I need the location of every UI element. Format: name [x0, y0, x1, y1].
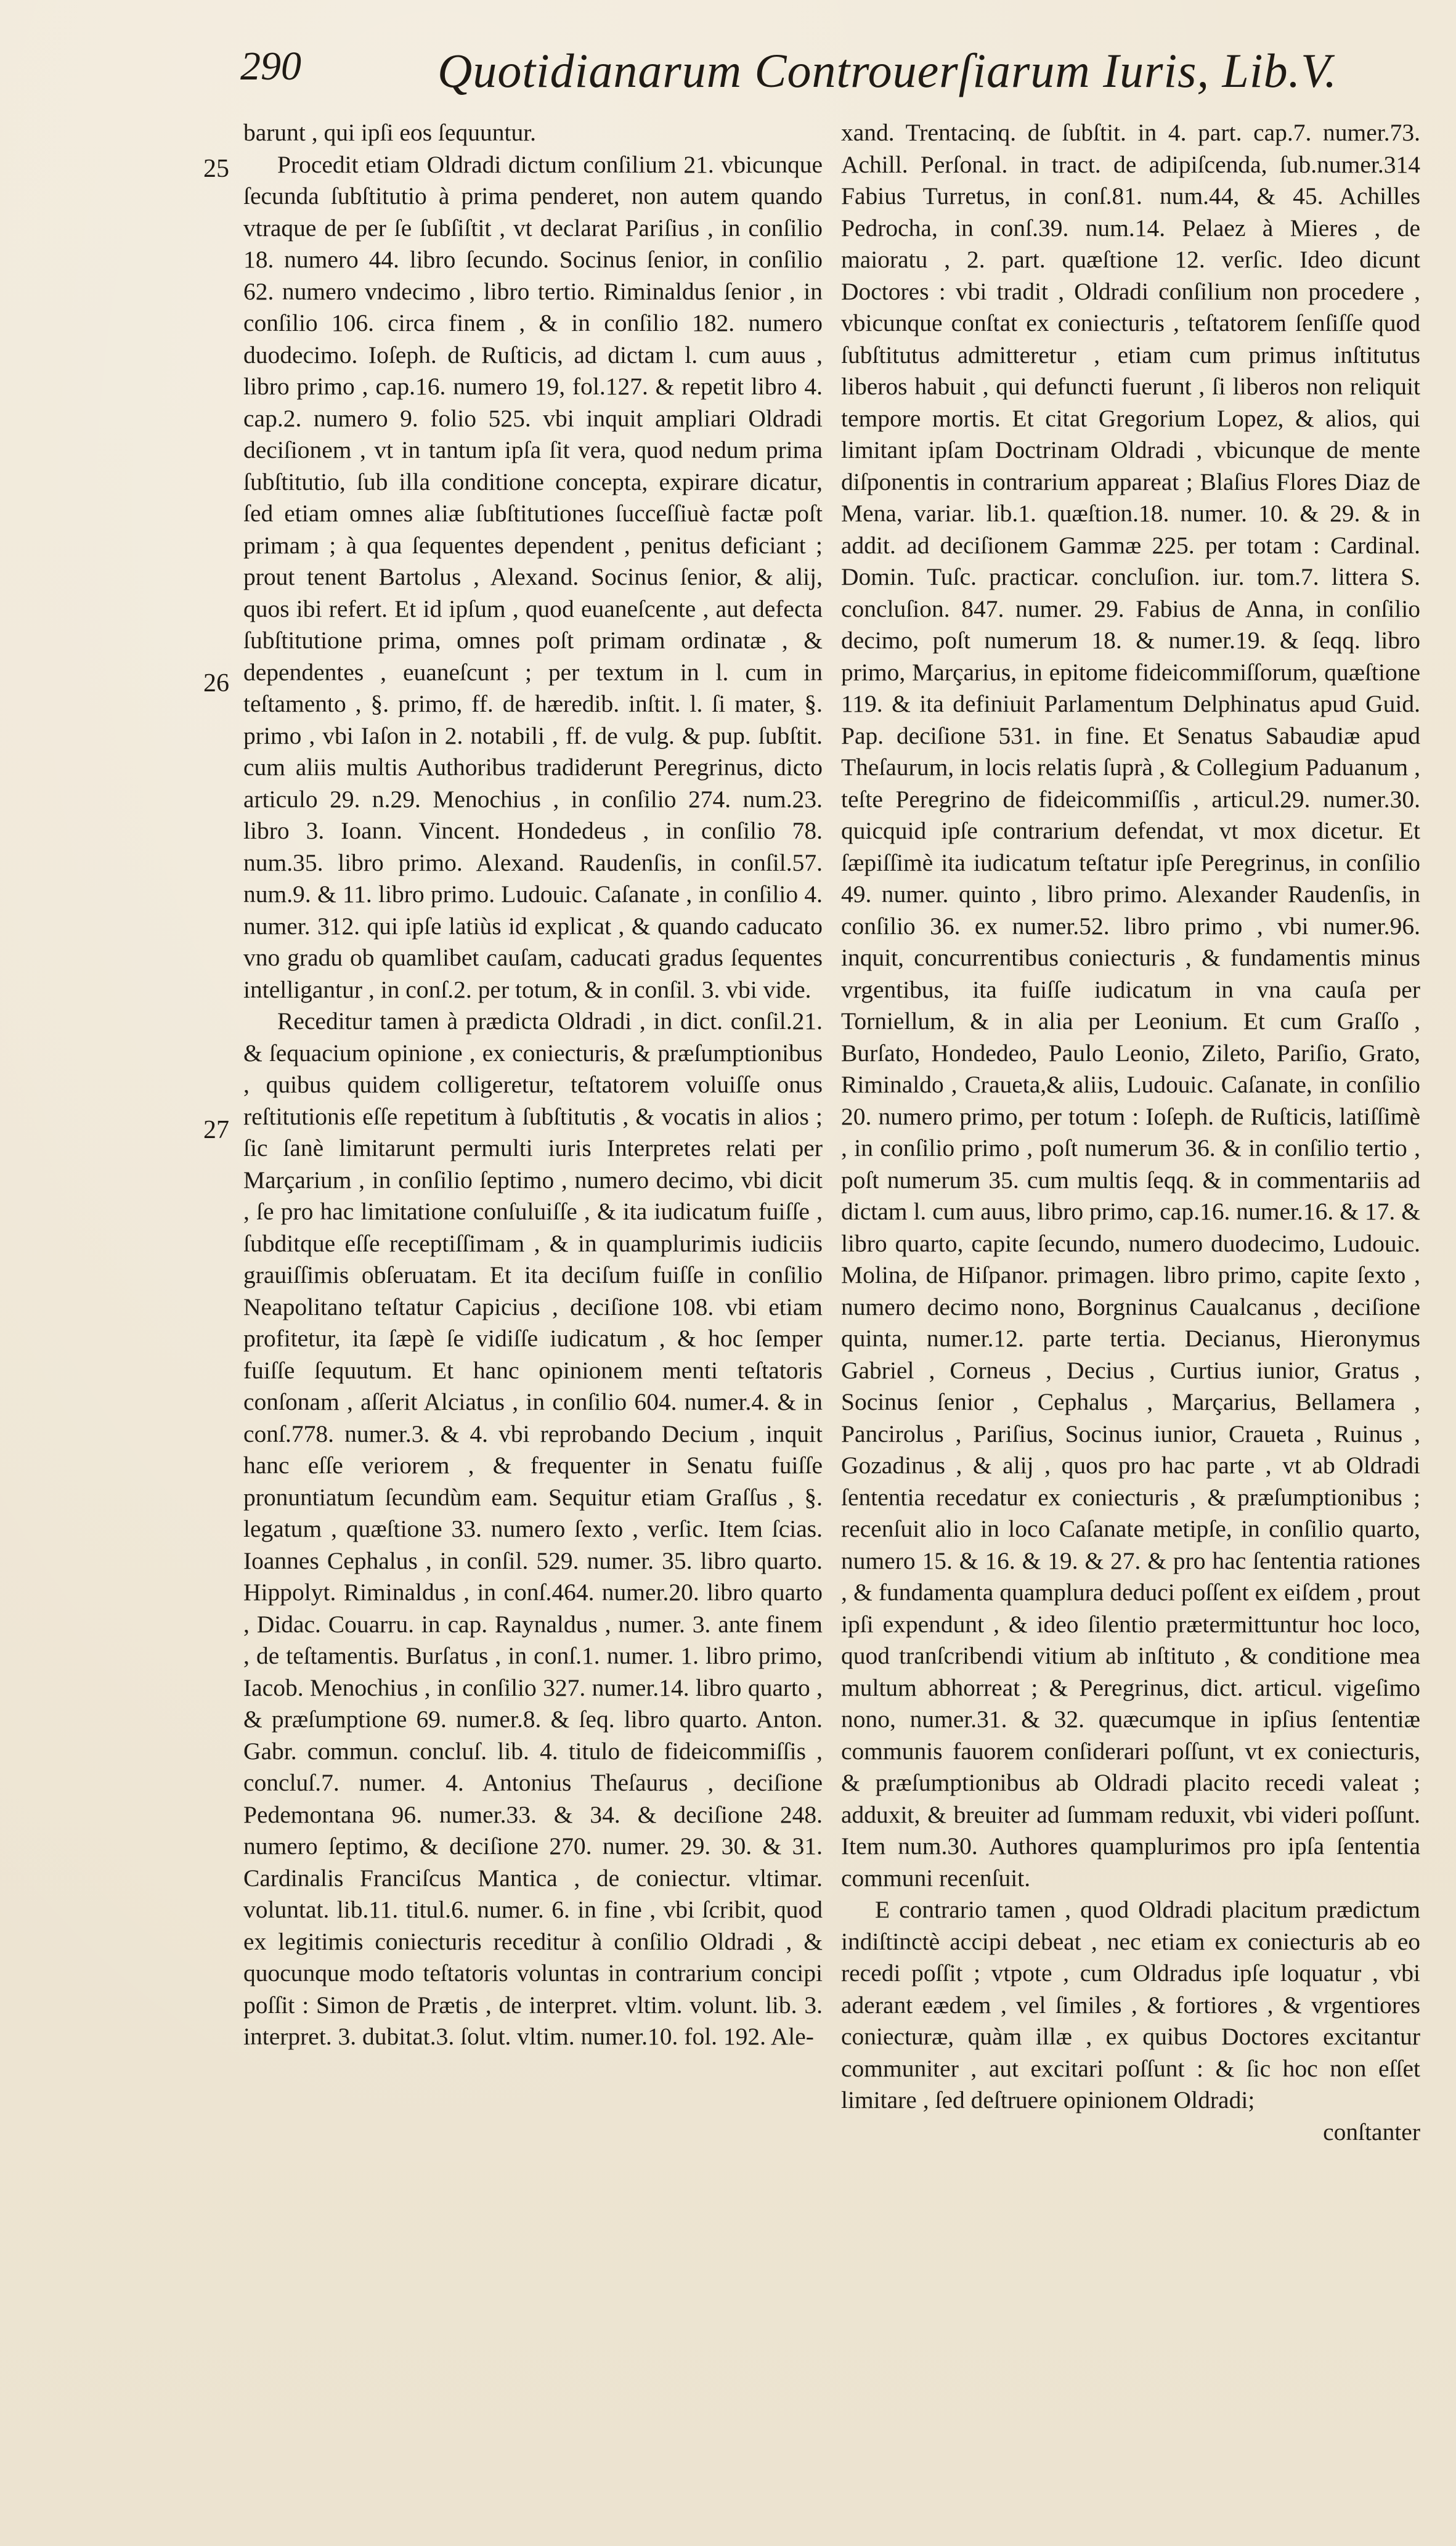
margin-number-27: 27 [203, 1116, 229, 1144]
page-number: 290 [240, 44, 301, 89]
margin-number-25: 25 [203, 155, 229, 183]
catchword: conſtanter [1323, 2118, 1420, 2145]
right-paragraph-continuation: xand. Trentacinq. de ſubſtit. in 4. part. cap.7. numer.73. Achill. Perſonal. in tract. de adipiſcenda, ſub.numer.314 Fabius Turretus, in conſ.81. num.44, & 45. Achilles Pedrocha, in conſ.39. num.14. Pelaez à Mieres , de maioratu , 2. part. quæſtione 12. verſic. Ideo dicunt Doctores : vbi tradit , Oldradi conſilium non procedere , vbicunque conſtat ex coniecturis , teſtatorem ſenſiſſe quod ſubſtitutus admitteretur , etiam cum primus inſtitutus liberos habuit , qui defuncti fuerunt , ſi liberos non reliquit tempore mortis. Et citat Gregorium Lopez, & alios, qui limitant ipſam Doctrinam Oldradi , vbicunque de mente diſponentis in contrarium appareat ; Blaſius Flores Diaz de Mena, variar. lib.1. quæſtion.18. numer. 10. & 29. & in addit. ad deciſionem Gammæ 225. per totam : Cardinal. Domin. Tuſc. practicar. concluſion. iur. tom.7. littera S. concluſion. 847. numer. 29. Fabius de Anna, in conſilio decimo, poſt numerum 18. & numer.19. & ſeqq. libro primo, Marçarius, in epitome fideicommiſſorum, quæſtione 119. & ita definiuit Parlamentum Delphinatus apud Guid. Pap. deciſione 531. in fine. Et Senatus Sabaudiæ apud Theſaurum, in locis relatis ſuprà , & Collegium Paduanum , teſte Peregrino de fideicommiſſis , articul.29. numer.30. quicquid ipſe contrarium defendat, vt mox dicetur. Et ſæpiſſimè ita iudicatum teſtatur ipſe Peregrinus, in conſilio 49. numer. quinto , libro primo. Alexander Raudenſis, in conſilio 36. ex numer.52. libro primo , vbi numer.96. inquit, concurrentibus coniecturis , & fundamentis minus vrgentibus, ita fuiſſe iudicatum in vna cauſa per Torniellum, & in alia per Leonium. Et cum Graſſo , Burſato, Hondedeo, Paulo Leonio, Zileto, Pariſio, Grato, Riminaldo , Craueta,& aliis, Ludouic. Caſanate, in conſilio 20. numero primo, per totum : Ioſeph. de Ruſticis, latiſſimè , in conſilio primo , poſt numerum 36. & in conſilio tertio , poſt numerum 35. cum multis ſeqq. & in commentariis ad dictam l. cum auus, libro primo, cap.16. numer.16. & 17. & libro quarto, capite ſecundo, numero duodecimo, Ludouic. Molina, de Hiſpanor. primagen. libro primo, capite ſexto , numero decimo nono, Borgninus Caualcanus , deciſione quinta, numer.12. parte tertia. Decianus, Hieronymus Gabriel , Corneus , Decius , Curtius iunior, Gratus , Socinus ſenior , Cephalus , Marçarius, Bellamera , Pancirolus , Pariſius, Socinus iunior, Craueta , Ruinus , Gozadinus , & alij , quos pro hac parte , vt ab Oldradi ſententia recedatur ex coniecturis , & præſumptionibus ; recenſuit alio in loco Caſanate metipſe, in conſilio quarto, numero 15. & 16. & 19. & 27. & pro hac ſententia rationes , & fundamenta quamplura deduci poſſent ex eiſdem , prout ipſi expendunt , & ideo ſilentio prætermittuntur hoc loco, quod tranſcribendi vitium ab inſtituto , & conditione mea multum abhorreat ; & Peregrinus, dict. articul. vigeſimo nono, numer.31. & 32. quæcumque in ipſius ſententiæ communis fauorem conſiderari poſſunt, vt ex coniecturis, & præſumptionibus ab Oldradi placito recedi valeat ; adduxit, & breuiter ad ſummam reduxit, vbi videri poſſunt. Item num.30. Authores quamplurimos pro ipſa ſententia communi recenſuit. [841, 119, 1420, 1892]
left-paragraph-27: Receditur tamen à prædicta Oldradi , in dict. conſil.21. & ſequacium opinione , ex coniecturis, & præſumptionibus , quibus quidem colligeretur, teſtatorem voluiſſe onus reſtitutionis eſſe repetitum à ſubſtitutis , & vocatis in alios ; ſic ſanè limitarunt permulti iuris Interpretes relati per Marçarium , in conſilio ſeptimo , numero decimo, vbi dicit , ſe pro hac limitatione conſuluiſſe , & ita iudicatum fuiſſe , ſubditque eſſe receptiſſimam , & in quamplurimis iudiciis grauiſſimis obſeruatam. Et ita deciſum fuiſſe in conſilio Neapolitano teſtatur Capicius , deciſione 108. vbi etiam profitetur, ita ſæpè ſe vidiſſe iudicatum , & hoc ſemper fuiſſe ſequutum. Et hanc opinionem menti teſtatoris conſonam , aſſerit Alciatus , in conſilio 604. numer.4. & in conſ.778. numer.3. & 4. vbi reprobando Decium , inquit hanc eſſe veriorem , & frequenter in Senatu fuiſſe pronuntiatum ſecundùm eam. Sequitur etiam Graſſus , §. legatum , quæſtione 33. numero ſexto , verſic. Item ſcias. Ioannes Cephalus , in conſil. 529. numer. 35. libro quarto. Hippolyt. Riminaldus , in conſ.464. numer.20. libro quarto , Didac. Couarru. in cap. Raynaldus , numer. 3. ante finem , de teſtamentis. Burſatus , in conſ.1. numer. 1. libro primo, Iacob. Menochius , in conſilio 327. numer.14. libro quarto , & præſumptione 69. numer.8. & ſeq. libro quarto. Anton. Gabr. commun. concluſ. lib. 4. titulo de fideicommiſſis , concluſ.7. numer. 4. Antonius Theſaurus , deciſione Pedemontana 96. numer.33. & 34. & deciſione 248. numero ſeptimo, & deciſione 270. numer. 29. 30. & 31. Cardinalis Franciſcus Mantica , de coniectur. vltimar. voluntat. lib.11. titul.6. numer. 6. in fine , vbi ſcribit, quod ex legitimis coniecturis receditur à conſilio Oldradi , & quocunque modo teſtatoris voluntas in contrarium concipi poſſit : Simon de Prætis , de interpret. vltim. volunt. lib. 3. interpret. 3. dubitat.3. ſolut. vltim. numer.10. fol. 192. Ale- [243, 1007, 823, 2050]
margin-number-26: 26 [203, 669, 229, 698]
right-column [841, 117, 1420, 2508]
right-paragraph-contrario: E contrario tamen , quod Oldradi placitum prædictum indiſtinctè accipi debeat , nec etiam ex coniecturis ab eo recedi poſſit ; vtpote , cum Oldradus ipſe loquatur , vbi aderant eædem , vel ſimiles , & fortiores , & vrgentiores coniecturæ, quàm illæ , ex quibus Doctores excitantur communiter , aut excitari poſſunt : & ſic hoc non eſſet limitare , ſed deſtruere opinionem Oldradi; [841, 1896, 1420, 2113]
left-column [243, 117, 823, 2508]
left-paragraph-continuation: barunt , qui ipſi eos ſequuntur. [243, 119, 537, 146]
page-header [0, 43, 1456, 114]
left-paragraph-25: Procedit etiam Oldradi dictum conſilium 21. vbicunque ſecunda ſubſtitutio à prima penderet, non autem quando vtraque de per ſe ſubſiſtit , vt declarat Pariſius , in conſilio 18. numero 44. libro ſecundo. Socinus ſenior, in conſilio 62. numero vndecimo , libro tertio. Riminaldus ſenior , in conſilio 106. circa finem , & in conſilio 182. numero duodecimo. Ioſeph. de Ruſticis, ad dictam l. cum auus , libro primo , cap.16. numero 19, fol.127. & repetit libro 4. cap.2. numero 9. folio 525. vbi inquit ampliari Oldradi deciſionem , vt in tantum ipſa ſit vera, quod nedum prima ſubſtitutio, ſub illa conditione concepta, expirare dicatur, ſed etiam omnes aliæ ſubſtitutiones ſucceſſiuè factæ poſt primam ; à qua ſequentes dependent , penitus deficiant ; prout tenent Bartolus , Alexand. Socinus ſenior, & alij, quos ibi refert. Et id ipſum , quod euaneſcente , aut defecta ſubſtitutione prima, omnes poſt primam ordinatæ , & dependentes , euaneſcunt ; per textum in l. cum in teſtamento , §. primo, ff. de hæredib. inſtit. l. ſi mater, §. primo , vbi Iaſon in 2. notabili , ff. de vulg. & pup. ſubſtit. cum aliis multis Authoribus tradiderunt Peregrinus, dicto articulo 29. n.29. Menochius , in conſilio 274. num.23. libro 3. Ioann. Vincent. Hondedeus , in conſilio 78. num.35. libro primo. Alexand. Raudenſis, in conſil.57. num.9. & 11. libro primo. Ludouic. Caſanate , in conſilio 4. numer. 312. qui ipſe latiùs id explicat , & quando caducato vno gradu ob quamlibet cauſam, caducati gradus ſequentes intelligantur , in conſ.2. per totum, & in conſil. 3. vbi vide. [243, 150, 823, 1003]
running-title: Quotidianarum Controuerſiarum Iuris, Lib.V. [437, 44, 1338, 97]
